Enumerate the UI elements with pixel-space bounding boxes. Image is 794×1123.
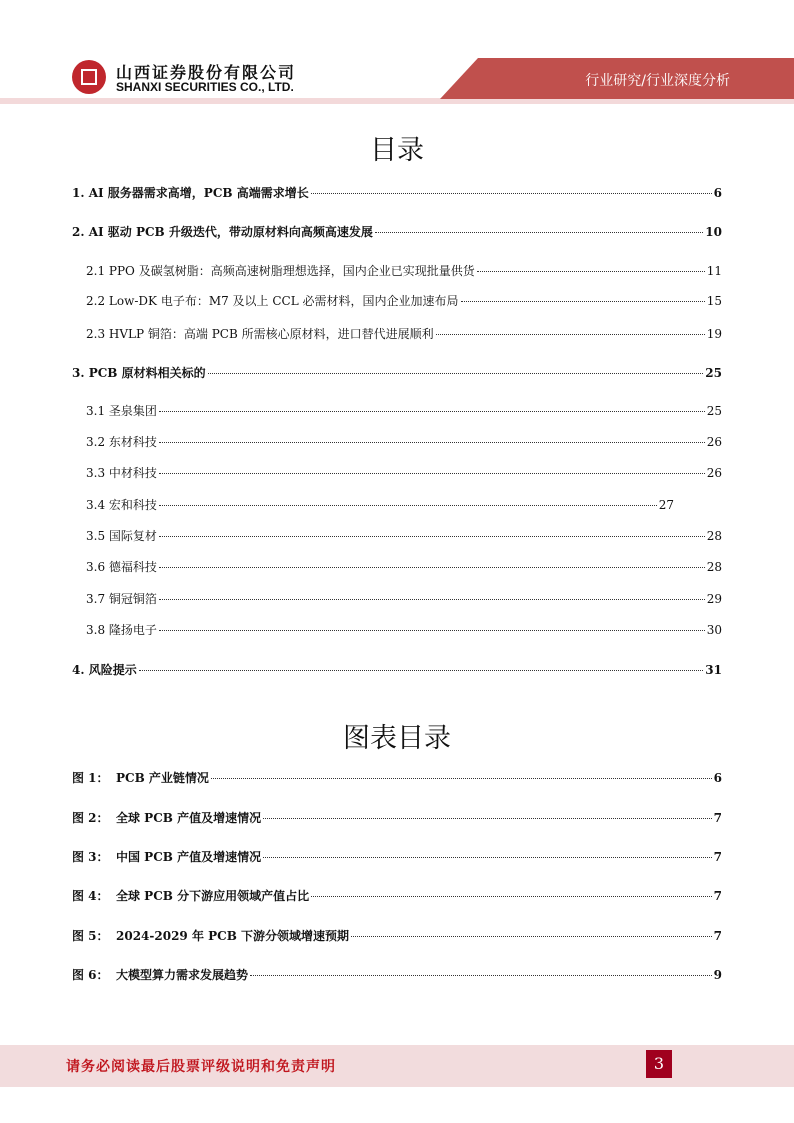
toc-entry[interactable] [86, 464, 722, 481]
company-logo [72, 60, 106, 94]
toc-entry-title: 2.3 HVLP 铜箔：高端 PCB 所需核心原材料，进口替代进展顺利 [86, 327, 434, 341]
dot-leader [477, 271, 705, 272]
toc-entry-title: 3.7 铜冠铜箔 [86, 592, 157, 606]
dot-leader [159, 473, 705, 474]
figure-entry[interactable] [72, 927, 722, 944]
toc-entry-page: 29 [706, 592, 722, 606]
dot-leader [159, 599, 705, 600]
dot-leader [250, 975, 712, 976]
toc-entry[interactable] [72, 364, 722, 381]
toc-entry-page: 11 [706, 264, 722, 278]
toc-entry-title: 3.6 德福科技 [86, 560, 157, 574]
figures-title: 图表目录 [343, 723, 451, 754]
toc-entry[interactable] [86, 433, 722, 450]
toc-entry[interactable] [72, 184, 722, 201]
toc-entry-page: 28 [706, 529, 722, 543]
company-name-cn: 山西证券股份有限公司 [116, 63, 297, 82]
toc-entry-page: 25 [705, 366, 722, 380]
toc-entry[interactable] [86, 527, 722, 544]
figure-page: 7 [713, 889, 722, 903]
dot-leader [139, 670, 704, 671]
figure-title: 2024-2029 年 PCB 下游分领域增速预期 [116, 929, 350, 943]
toc-entry-title: 2. AI 驱动 PCB 升级迭代，带动原材料向高频高速发展 [72, 225, 373, 239]
figure-title: 全球 PCB 分下游应用领域产值占比 [116, 889, 310, 903]
dot-leader [263, 818, 712, 819]
toc-entry-title: 3.5 国际复材 [86, 529, 157, 543]
dot-leader [263, 857, 712, 858]
toc-entry[interactable] [86, 325, 722, 342]
figure-label: 图 6： [72, 968, 109, 982]
figure-page: 7 [713, 929, 722, 943]
figure-page: 7 [713, 811, 722, 825]
figure-label: 图 3： [72, 850, 109, 864]
figure-label: 图 1： [72, 771, 109, 785]
toc-entry-page: 19 [706, 327, 722, 341]
toc-entry-title: 3.4 宏和科技 [86, 498, 157, 512]
figure-label: 图 4： [72, 889, 109, 903]
figure-page: 6 [713, 771, 722, 785]
toc-entry-title: 3.1 圣泉集团 [86, 404, 157, 418]
dot-leader [351, 936, 712, 937]
company-name-en: SHANXI SECURITIES CO., LTD. [116, 80, 294, 94]
dot-leader [159, 442, 705, 443]
toc-entry-title: 3.8 隆扬电子 [86, 623, 157, 637]
toc-entry[interactable] [86, 402, 722, 419]
toc-entry-title: 3. PCB 原材料相关标的 [72, 366, 206, 380]
dot-leader [159, 505, 657, 506]
dot-leader [208, 373, 704, 374]
toc-entry[interactable] [86, 621, 722, 638]
toc-entry[interactable] [86, 292, 722, 309]
toc-entry[interactable] [72, 223, 722, 240]
dot-leader [159, 536, 705, 537]
dot-leader [211, 778, 712, 779]
toc-entry-title: 3.2 东材科技 [86, 435, 157, 449]
figure-entry[interactable] [72, 848, 722, 865]
toc-entry[interactable] [86, 496, 674, 513]
dot-leader [461, 301, 705, 302]
dot-leader [159, 567, 705, 568]
toc-title: 目录 [370, 135, 424, 166]
footer-disclaimer[interactable]: 请务必阅读最后股票评级说明和免责声明 [66, 1059, 336, 1075]
dot-leader [311, 896, 712, 897]
figure-entry[interactable] [72, 966, 722, 983]
figure-page: 7 [713, 850, 722, 864]
toc-entry-page: 6 [713, 186, 722, 200]
figure-title: PCB 产业链情况 [116, 771, 209, 785]
toc-entry-title: 2.2 Low-DK 电子布：M7 及以上 CCL 必需材料，国内企业加速布局 [86, 294, 459, 308]
toc-entry[interactable] [86, 558, 722, 575]
dot-leader [159, 630, 705, 631]
figure-entry[interactable] [72, 887, 722, 904]
toc-entry-title: 2.1 PPO 及碳氢树脂：高频高速树脂理想选择，国内企业已实现批量供货 [86, 264, 475, 278]
toc-entry[interactable] [86, 590, 722, 607]
figure-title: 全球 PCB 产值及增速情况 [116, 811, 262, 825]
toc-entry[interactable] [72, 661, 722, 678]
toc-entry-page: 30 [706, 623, 722, 637]
toc-entry[interactable] [86, 262, 722, 279]
toc-entry-page: 26 [706, 435, 722, 449]
toc-entry-title: 3.3 中材科技 [86, 466, 157, 480]
toc-entry-title: 4. 风险提示 [72, 663, 137, 677]
figure-page: 9 [713, 968, 722, 982]
figure-entry[interactable] [72, 769, 722, 786]
toc-entry-page: 28 [706, 560, 722, 574]
toc-entry-page: 31 [705, 663, 722, 677]
figure-title: 中国 PCB 产值及增速情况 [116, 850, 262, 864]
page-number: 3 [646, 1050, 672, 1078]
dot-leader [375, 232, 703, 233]
toc-entry-page: 26 [706, 466, 722, 480]
dot-leader [159, 411, 705, 412]
toc-entry-page: 27 [658, 498, 674, 512]
report-category: 行业研究/行业深度分析 [585, 73, 730, 89]
figure-entry[interactable] [72, 809, 722, 826]
dot-leader [311, 193, 712, 194]
figure-label: 图 5： [72, 929, 109, 943]
toc-entry-page: 25 [706, 404, 722, 418]
toc-entry-page: 10 [705, 225, 722, 239]
figure-title: 大模型算力需求发展趋势 [116, 968, 249, 982]
dot-leader [436, 334, 705, 335]
toc-entry-page: 15 [706, 294, 722, 308]
figure-label: 图 2： [72, 811, 109, 825]
toc-entry-title: 1. AI 服务器需求高增，PCB 高端需求增长 [72, 186, 309, 200]
